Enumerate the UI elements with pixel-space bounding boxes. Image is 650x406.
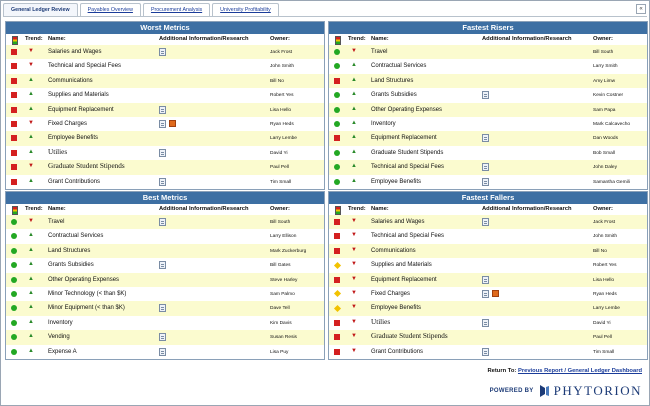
trend-down-icon: ▼ <box>28 119 34 126</box>
document-icon[interactable] <box>159 106 166 114</box>
trend-up-icon: ▲ <box>28 318 34 325</box>
owner-name: Robert Yes <box>593 263 617 269</box>
info-header: Additional Information/Research <box>159 206 249 212</box>
trend-up-icon: ▲ <box>28 275 34 282</box>
metric-name: Graduate Student Stipends <box>371 332 448 341</box>
status-yellow-icon <box>333 305 340 312</box>
metric-name: Graduate Student Stipends <box>371 149 444 156</box>
owner-name: Larry Lembe <box>270 136 297 142</box>
column-headers <box>329 34 647 45</box>
metric-name: Utilies <box>48 147 68 156</box>
trend-down-icon: ▼ <box>351 318 357 325</box>
document-icon[interactable] <box>482 178 489 186</box>
owner-name: Mark Zuckerburg <box>270 248 307 254</box>
owner-name: Lisa Hello <box>270 107 292 113</box>
document-icon[interactable] <box>159 48 166 56</box>
tab-general-ledger-review[interactable]: General Ledger Review <box>3 3 78 16</box>
owner-header: Owner: <box>270 36 290 42</box>
metric-name: Fixed Charges <box>371 290 411 297</box>
metric-row[interactable] <box>6 160 324 174</box>
status-green-icon <box>334 107 340 113</box>
trend-up-icon: ▲ <box>28 177 34 184</box>
trend-up-icon: ▲ <box>351 177 357 184</box>
document-icon[interactable] <box>159 149 166 157</box>
trend-down-icon: ▼ <box>28 62 34 69</box>
owner-name: Bill No <box>270 78 284 84</box>
status-green-icon <box>11 334 17 340</box>
column-headers <box>6 34 324 45</box>
status-red-icon <box>334 233 340 239</box>
metric-name: Other Operating Expenses <box>371 106 443 113</box>
metric-row[interactable] <box>329 215 647 229</box>
metric-name: Expense A <box>48 348 77 355</box>
trend-down-icon: ▼ <box>351 232 357 239</box>
column-headers <box>6 204 324 215</box>
best-metrics-panel <box>5 191 325 360</box>
status-red-icon <box>334 135 340 141</box>
owner-name: Sam Papa <box>593 107 616 113</box>
document-icon[interactable] <box>482 276 489 284</box>
trend-down-icon: ▼ <box>351 246 357 253</box>
metric-row[interactable] <box>329 45 647 59</box>
trend-down-icon: ▼ <box>28 163 34 170</box>
tab-bar <box>3 3 281 17</box>
trend-down-icon: ▼ <box>351 261 357 268</box>
owner-name: David Yi <box>270 150 288 156</box>
trend-up-icon: ▲ <box>351 105 357 112</box>
metric-row[interactable] <box>329 273 647 287</box>
trend-up-icon: ▲ <box>28 304 34 311</box>
status-red-icon <box>11 179 17 185</box>
metric-name: Equipment Replacement <box>48 106 114 113</box>
metric-row[interactable] <box>329 301 647 315</box>
metric-row[interactable] <box>329 146 647 160</box>
owner-name: Bob Small <box>593 150 615 156</box>
name-header: Name: <box>371 206 389 212</box>
status-red-icon <box>11 49 17 55</box>
status-yellow-icon <box>333 290 340 297</box>
status-green-icon <box>11 262 17 268</box>
trend-down-icon: ▼ <box>351 304 357 311</box>
metric-name: Utilies <box>371 317 391 326</box>
trend-down-icon: ▼ <box>351 289 357 296</box>
status-red-icon <box>334 248 340 254</box>
metric-row[interactable] <box>6 74 324 88</box>
metric-name: Other Operating Expenses <box>48 276 120 283</box>
document-icon[interactable] <box>482 319 489 327</box>
metric-name: Technical and Special Fees <box>48 63 122 70</box>
metric-name: Employee Benefits <box>371 305 422 312</box>
metric-row[interactable] <box>329 117 647 131</box>
document-icon[interactable] <box>159 261 166 269</box>
metric-name: Contractual Services <box>48 233 104 240</box>
phytorion-name: PHYTORION <box>553 383 642 398</box>
metric-row[interactable] <box>329 244 647 258</box>
tab-procurement-analysis[interactable]: Procurement Analysis <box>143 3 210 16</box>
trend-down-icon: ▼ <box>351 275 357 282</box>
owner-name: Paul Pell <box>270 165 289 171</box>
metric-row[interactable] <box>329 103 647 117</box>
owner-name: Bill South <box>270 220 291 225</box>
metric-name: Graduate Student Stipends <box>48 162 125 171</box>
status-red-icon <box>334 334 340 340</box>
owner-name: Tim Small <box>593 349 615 355</box>
trend-up-icon: ▲ <box>351 119 357 126</box>
status-green-icon <box>334 49 340 55</box>
metric-name: Communications <box>371 247 416 254</box>
owner-name: John Smith <box>593 234 617 240</box>
metric-row[interactable] <box>6 175 324 189</box>
trend-down-icon: ▼ <box>351 218 357 224</box>
status-green-icon <box>11 349 17 355</box>
trend-up-icon: ▲ <box>28 289 34 296</box>
info-header: Additional Information/Research <box>482 206 572 212</box>
status-green-icon <box>334 92 340 98</box>
trend-up-icon: ▲ <box>28 261 34 268</box>
document-icon[interactable] <box>482 348 489 356</box>
owner-name: Jack Frost <box>270 50 293 55</box>
fastest-fallers-panel <box>328 191 648 360</box>
metric-row[interactable] <box>6 330 324 344</box>
owner-name: Jack Frost <box>593 220 616 225</box>
status-red-icon <box>11 78 17 84</box>
owner-name: David Yi <box>593 320 611 326</box>
fastest-risers-panel <box>328 21 648 190</box>
document-icon[interactable] <box>159 120 166 128</box>
metric-name: Salaries and Wages <box>371 219 425 225</box>
status-yellow-icon <box>333 262 340 269</box>
return-to <box>487 368 642 374</box>
trend-up-icon: ▲ <box>351 134 357 141</box>
metric-row[interactable] <box>6 131 324 145</box>
owner-header: Owner: <box>593 36 613 42</box>
status-green-icon <box>11 291 17 297</box>
trend-up-icon: ▲ <box>351 148 357 155</box>
owner-name: Dan Woods <box>593 136 618 142</box>
owner-name: Amy Limw <box>593 78 616 84</box>
metric-row[interactable] <box>329 316 647 330</box>
phytorion-logo <box>490 382 642 400</box>
return-to-label: Return To: <box>487 368 517 374</box>
metric-row[interactable] <box>329 59 647 73</box>
owner-name: Mark Calcavecho <box>593 121 631 127</box>
metric-row[interactable] <box>6 45 324 59</box>
metric-name: Land Structures <box>48 247 91 254</box>
trend-up-icon: ▲ <box>351 62 357 69</box>
owner-name: Tim Small <box>270 179 292 185</box>
name-header: Name: <box>48 206 66 212</box>
metric-name: Grants Subsidies <box>371 92 417 99</box>
metric-row[interactable] <box>6 88 324 102</box>
metric-name: Travel <box>48 219 65 225</box>
legend-icon <box>12 36 18 45</box>
trend-up-icon: ▲ <box>351 163 357 170</box>
document-icon[interactable] <box>159 333 166 341</box>
trend-up-icon: ▲ <box>28 347 34 354</box>
metric-name: Employee Benefits <box>371 178 422 185</box>
owner-name: Bill No <box>593 248 607 254</box>
owner-name: Larry Smith <box>593 64 618 70</box>
metric-name: Equipment Replacement <box>371 135 437 142</box>
metric-row[interactable] <box>6 345 324 359</box>
metric-row[interactable] <box>6 287 324 301</box>
legend-icon <box>12 206 18 215</box>
metric-name: Supplies and Materials <box>48 92 109 99</box>
metric-name: Inventory <box>371 120 396 127</box>
status-green-icon <box>334 150 340 156</box>
owner-name: Bill Gates <box>270 263 291 269</box>
metric-row[interactable] <box>329 160 647 174</box>
document-icon[interactable] <box>482 163 489 171</box>
trend-down-icon: ▼ <box>28 48 34 54</box>
status-green-icon <box>334 121 340 127</box>
status-red-icon <box>334 78 340 84</box>
metric-name: Supplies and Materials <box>371 262 432 269</box>
trend-header: Trend: <box>25 206 43 212</box>
trend-down-icon: ▼ <box>28 218 34 224</box>
trend-up-icon: ▲ <box>28 76 34 83</box>
trend-header: Trend: <box>25 36 43 42</box>
status-red-icon <box>11 92 17 98</box>
metric-row[interactable] <box>6 258 324 272</box>
metric-row[interactable] <box>6 244 324 258</box>
status-red-icon <box>11 164 17 170</box>
trend-up-icon: ▲ <box>28 232 34 239</box>
metric-name: Technical and Special Fees <box>371 233 445 240</box>
metric-name: Grants Subsidies <box>48 262 94 269</box>
metric-row[interactable] <box>329 258 647 272</box>
status-green-icon <box>11 233 17 239</box>
status-red-icon <box>334 219 340 225</box>
column-headers <box>329 204 647 215</box>
metric-name: Land Structures <box>371 77 414 84</box>
owner-name: Susan Resis <box>270 335 297 341</box>
metric-row[interactable] <box>329 74 647 88</box>
document-icon[interactable] <box>482 290 489 298</box>
trend-up-icon: ▲ <box>28 148 34 155</box>
metric-row[interactable] <box>329 330 647 344</box>
collapse-icon[interactable]: « <box>636 4 646 14</box>
owner-name: Lisa Puy <box>270 349 289 355</box>
owner-name: Kim Davis <box>270 320 292 326</box>
metric-name: Minor Technology (< than $K) <box>48 290 127 297</box>
document-icon[interactable] <box>159 348 166 356</box>
status-green-icon <box>11 320 17 326</box>
owner-name: Ryan Heds <box>270 121 294 127</box>
owner-name: Robert Yes <box>270 93 294 99</box>
name-header: Name: <box>48 36 66 42</box>
status-red-icon <box>334 320 340 326</box>
document-icon[interactable] <box>159 218 166 226</box>
name-header: Name: <box>371 36 389 42</box>
status-red-icon <box>11 150 17 156</box>
owner-header: Owner: <box>593 206 613 212</box>
trend-up-icon: ▲ <box>351 91 357 98</box>
cube-icon[interactable] <box>492 290 499 297</box>
status-red-icon <box>11 135 17 141</box>
metric-row[interactable] <box>6 59 324 73</box>
owner-name: Bill South <box>593 50 614 55</box>
metric-row[interactable] <box>329 88 647 102</box>
owner-name: Dave Tell <box>270 306 290 312</box>
tab-divider <box>3 16 647 17</box>
metric-row[interactable] <box>6 117 324 131</box>
metric-row[interactable] <box>6 229 324 243</box>
metric-name: Contractual Services <box>371 63 427 70</box>
phytorion-mark-icon <box>538 384 550 398</box>
panel-title: Fastest Fallers <box>329 192 647 204</box>
trend-header: Trend: <box>348 36 366 42</box>
status-red-icon <box>334 277 340 283</box>
owner-header: Owner: <box>270 206 290 212</box>
status-green-icon <box>334 179 340 185</box>
previous-report-link[interactable]: Previous Report / General Ledger Dashboard <box>517 368 642 374</box>
owner-name: Lisa Hello <box>593 277 615 283</box>
status-green-icon <box>334 63 340 69</box>
status-green-icon <box>11 219 17 225</box>
metric-name: Equipment Replacement <box>371 276 437 283</box>
trend-up-icon: ▲ <box>351 76 357 83</box>
metric-row[interactable] <box>6 146 324 160</box>
metric-name: Minor Equipment (< than $K) <box>48 305 125 312</box>
metric-row[interactable] <box>6 273 324 287</box>
trend-down-icon: ▼ <box>351 48 357 54</box>
metric-row[interactable] <box>329 175 647 189</box>
status-green-icon <box>11 305 17 311</box>
tab-university-profitability[interactable]: University Profitability <box>212 3 279 16</box>
legend-icon <box>335 206 341 215</box>
owner-name: Steve Harley <box>270 277 298 283</box>
trend-up-icon: ▲ <box>28 333 34 340</box>
metric-name: Employee Benefits <box>48 135 99 142</box>
trend-down-icon: ▼ <box>351 347 357 354</box>
status-green-icon <box>11 248 17 254</box>
cube-icon[interactable] <box>169 120 176 127</box>
owner-name: John Daley <box>593 165 617 171</box>
metric-name: Fixed Charges <box>48 120 88 127</box>
metric-name: Grant Contributions <box>371 348 424 355</box>
metric-row[interactable] <box>329 345 647 359</box>
owner-name: Ryan Heds <box>593 291 617 297</box>
worst-metrics-panel <box>5 21 325 190</box>
metric-row[interactable] <box>6 316 324 330</box>
metric-row[interactable] <box>329 287 647 301</box>
trend-header: Trend: <box>348 206 366 212</box>
metric-name: Technical and Special Fees <box>371 164 445 171</box>
panel-title: Best Metrics <box>6 192 324 204</box>
owner-name: Sam Palmo <box>270 291 295 297</box>
panel-title: Worst Metrics <box>6 22 324 34</box>
status-red-icon <box>11 121 17 127</box>
owner-name: Larry Lembe <box>593 306 620 312</box>
metric-row[interactable] <box>6 103 324 117</box>
owner-name: Paul Pell <box>593 335 612 341</box>
panel-title: Fastest Risers <box>329 22 647 34</box>
tab-payables-overview[interactable]: Payables Overview <box>80 3 141 16</box>
owner-name: John Smith <box>270 64 294 70</box>
metric-name: Communications <box>48 77 93 84</box>
document-icon[interactable] <box>482 91 489 99</box>
document-icon[interactable] <box>482 218 489 226</box>
metric-row[interactable] <box>6 301 324 315</box>
legend-icon <box>335 36 341 45</box>
status-green-icon <box>334 164 340 170</box>
document-icon[interactable] <box>159 304 166 312</box>
document-icon[interactable] <box>482 134 489 142</box>
metric-name: Vending <box>48 334 70 341</box>
status-red-icon <box>11 107 17 113</box>
owner-name: Kevin Costner <box>593 93 624 99</box>
status-red-icon <box>334 349 340 355</box>
info-header: Additional Information/Research <box>482 36 572 42</box>
metric-row[interactable] <box>329 131 647 145</box>
powered-by-label: POWERED BY <box>489 388 534 394</box>
metric-name: Inventory <box>48 319 73 326</box>
metric-name: Travel <box>371 49 388 55</box>
metric-name: Grant Contributions <box>48 178 101 185</box>
trend-up-icon: ▲ <box>28 91 34 98</box>
status-green-icon <box>11 277 17 283</box>
status-red-icon <box>11 63 17 69</box>
document-icon[interactable] <box>159 178 166 186</box>
trend-up-icon: ▲ <box>28 246 34 253</box>
metric-name: Salaries and Wages <box>48 49 102 55</box>
trend-down-icon: ▼ <box>351 333 357 340</box>
trend-up-icon: ▲ <box>28 134 34 141</box>
owner-name: Samantha Gemili <box>593 179 630 185</box>
trend-up-icon: ▲ <box>28 105 34 112</box>
metric-row[interactable] <box>329 229 647 243</box>
owner-name: Larry Ellison <box>270 234 297 240</box>
info-header: Additional Information/Research <box>159 36 249 42</box>
metric-row[interactable] <box>6 215 324 229</box>
